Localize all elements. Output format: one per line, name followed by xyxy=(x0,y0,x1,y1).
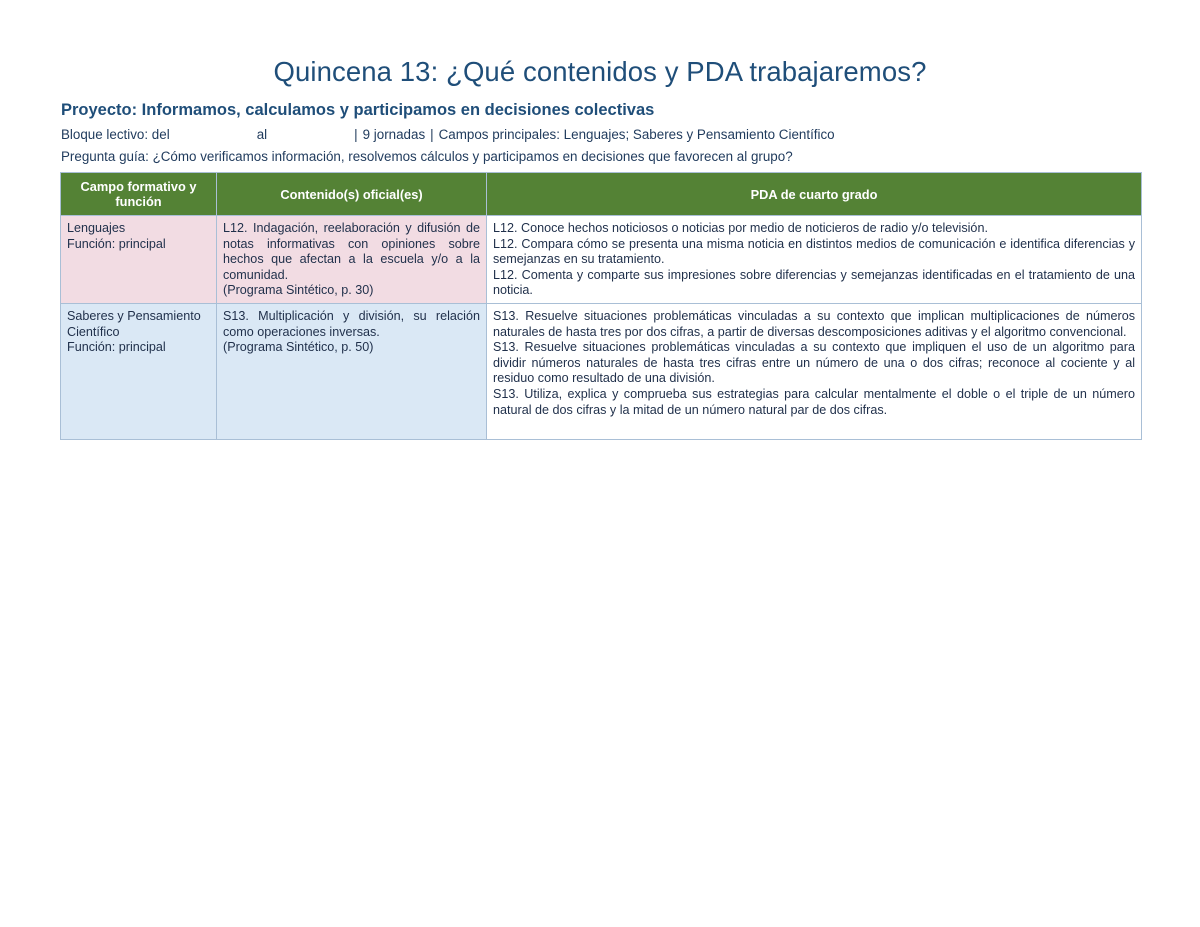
campo-cell xyxy=(61,216,217,304)
table-row-saberes xyxy=(61,304,1142,440)
contenido-cell xyxy=(217,304,487,440)
pda-cell xyxy=(487,304,1142,440)
block-al: al xyxy=(256,127,268,142)
contenido-text: L12. Indagación, reelaboración y difusión de notas informativas con opiniones sobre hechos que afectan a la escuela y/o a la comunidad. xyxy=(223,221,480,282)
separator: | xyxy=(354,127,358,142)
header-campo: Campo formativo y función xyxy=(61,173,217,216)
block-info-line xyxy=(61,127,835,142)
header-contenido: Contenido(s) oficial(es) xyxy=(217,173,487,216)
block-prefix: Bloque lectivo: del xyxy=(61,127,170,142)
table-header-row xyxy=(61,173,1142,216)
contenido-source: (Programa Sintético, p. 30) xyxy=(223,283,374,298)
pda-item: L12. Conoce hechos noticiosos o noticias por medio de noticieros de radio y/o televisión. xyxy=(493,221,988,235)
table-row-lenguajes xyxy=(61,216,1142,304)
pda-item: S13. Resuelve situaciones problemáticas vinculadas a su contexto que implican multiplicaciones de números naturales de hasta tres por dos cifras, a partir de diversas descomposiciones aditivas y el algoritmo convencional. xyxy=(493,309,1135,339)
campo-funcion: Función: principal xyxy=(67,340,166,355)
pda-item: S13. Utiliza, explica y comprueba sus estrategias para calcular mentalmente el doble o el triple de un número natural de dos cifras y la mitad de un número natural par de dos cifras. xyxy=(493,386,1135,417)
guide-question: Pregunta guía: ¿Cómo verificamos información, resolvemos cálculos y participamos en decisiones que favorecen al grupo? xyxy=(61,149,793,164)
header-pda: PDA de cuarto grado xyxy=(487,173,1142,216)
contenido-text: S13. Multiplicación y división, su relación como operaciones inversas. xyxy=(223,309,480,339)
campo-name: Lenguajes xyxy=(67,221,126,235)
project-heading: Proyecto: Informamos, calculamos y participamos en decisiones colectivas xyxy=(61,101,655,119)
page-title: Quincena 13: ¿Qué contenidos y PDA trabajaremos? xyxy=(273,56,927,87)
pda-item: L12. Compara cómo se presenta una misma noticia en distintos medios de comunicación e identifica diferencias y semejanzas en su tratamiento. xyxy=(493,236,1135,267)
pda-item: S13. Resuelve situaciones problemáticas vinculadas a su contexto que impliquen el uso de un algoritmo para dividir números naturales de hasta tres cifras entre un número de una o dos cifras; reconoce al cociente y al residuo como resultado de una división. xyxy=(493,340,1135,386)
pda-cell xyxy=(487,216,1142,304)
campos-principales-text: Campos principales: Lenguajes; Saberes y Pensamiento Científico xyxy=(438,127,835,142)
contenido-cell xyxy=(217,216,487,304)
campo-funcion: Función: principal xyxy=(67,236,166,251)
content-table xyxy=(60,172,1142,440)
pda-item: L12. Comenta y comparte sus impresiones sobre diferencias y semejanzas identificadas en el tratamiento de una noticia. xyxy=(493,267,1135,298)
campo-cell xyxy=(61,304,217,440)
jornadas-text: 9 jornadas xyxy=(362,127,426,142)
campo-name: Saberes y Pensamiento Científico xyxy=(67,309,201,339)
contenido-source: (Programa Sintético, p. 50) xyxy=(223,340,374,355)
separator: | xyxy=(430,127,434,142)
